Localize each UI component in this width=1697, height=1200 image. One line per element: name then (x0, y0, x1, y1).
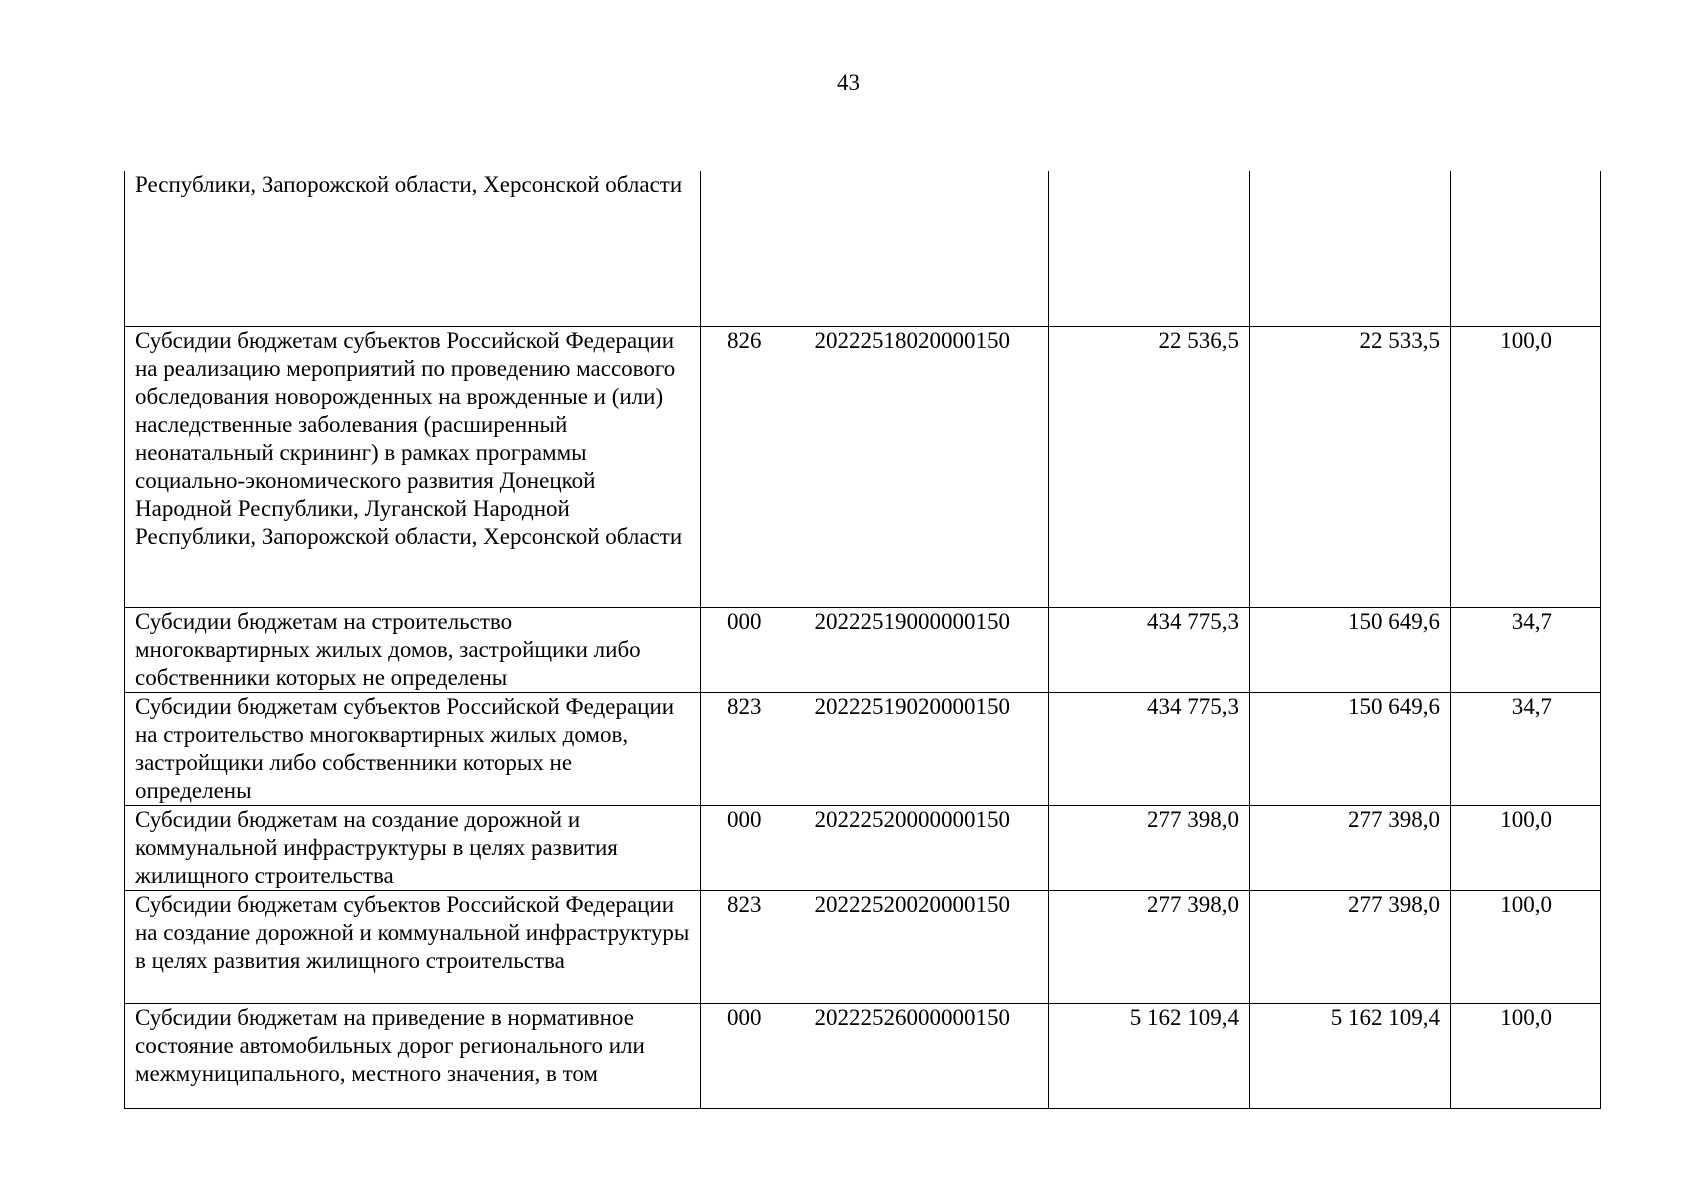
row-code: 20222520000000150 (814, 806, 1010, 832)
row-plan: 277 398,0 (1049, 805, 1250, 890)
row-admin: 000 (727, 1004, 762, 1030)
row-code-cell (701, 326, 1049, 607)
row-plan: 434 775,3 (1049, 692, 1250, 805)
row-admin: 000 (727, 608, 762, 634)
row-plan (1049, 171, 1250, 326)
row-code: 20222518020000150 (814, 327, 1010, 353)
row-fact: 277 398,0 (1250, 805, 1451, 890)
row-fact: 150 649,6 (1250, 692, 1451, 805)
row-admin: 826 (727, 327, 762, 353)
row-plan: 434 775,3 (1049, 607, 1250, 692)
row-fact (1250, 171, 1451, 326)
row-pct (1451, 171, 1601, 326)
row-fact: 277 398,0 (1250, 890, 1451, 1003)
row-admin: 823 (727, 891, 762, 917)
row-plan: 277 398,0 (1049, 890, 1250, 1003)
row-admin: 823 (727, 693, 762, 719)
row-code: 20222520020000150 (814, 891, 1010, 917)
table-row (125, 890, 1601, 1003)
row-plan: 22 536,5 (1049, 326, 1250, 607)
row-code-cell (701, 171, 1049, 326)
row-name: Субсидии бюджетам на создание дорожной и коммунальной инфраструктуры в целях развития жилищного строительства (125, 805, 701, 890)
row-fact: 5 162 109,4 (1250, 1003, 1451, 1108)
row-pct: 34,7 (1451, 607, 1601, 692)
row-pct: 34,7 (1451, 692, 1601, 805)
table-row (125, 171, 1601, 326)
row-code: 20222519000000150 (814, 608, 1010, 634)
row-code-cell (701, 890, 1049, 1003)
row-pct: 100,0 (1451, 805, 1601, 890)
row-plan: 5 162 109,4 (1049, 1003, 1250, 1108)
row-pct: 100,0 (1451, 326, 1601, 607)
table-row (125, 1003, 1601, 1108)
row-name: Республики, Запорожской области, Херсонской области (125, 171, 701, 326)
row-fact: 22 533,5 (1250, 326, 1451, 607)
row-code-cell (701, 1003, 1049, 1108)
row-code-cell (701, 692, 1049, 805)
row-name: Субсидии бюджетам субъектов Российской Федерации на создание дорожной и коммунальной инфраструктуры в целях развития жилищного строительства (125, 890, 701, 1003)
table-row (125, 326, 1601, 607)
row-code: 20222526000000150 (814, 1004, 1010, 1030)
row-admin: 000 (727, 806, 762, 832)
table-row (125, 692, 1601, 805)
row-name: Субсидии бюджетам на приведение в нормативное состояние автомобильных дорог регионального или межмуниципального, местного значения, в том (125, 1003, 701, 1108)
row-name: Субсидии бюджетам на строительство многоквартирных жилых домов, застройщики либо собственники которых не определены (125, 607, 701, 692)
row-code-cell (701, 805, 1049, 890)
table-row (125, 607, 1601, 692)
row-code-cell (701, 607, 1049, 692)
row-pct: 100,0 (1451, 1003, 1601, 1108)
row-name: Субсидии бюджетам субъектов Российской Федерации на реализацию мероприятий по проведению массового обследования новорожденных на врожденные и (или) наследственные заболевания (расширенный неонатальный скрининг) в рамках программы социально-экономического развития Донецкой Народной Республики, Луганской Народной Республики, Запорожской области, Херсонской области (125, 326, 701, 607)
budget-table (124, 171, 1601, 1109)
table-row (125, 805, 1601, 890)
page-number: 43 (837, 70, 860, 95)
row-pct: 100,0 (1451, 890, 1601, 1003)
row-name: Субсидии бюджетам субъектов Российской Федерации на строительство многоквартирных жилых домов, застройщики либо собственники которых не определены (125, 692, 701, 805)
row-code: 20222519020000150 (814, 693, 1010, 719)
row-fact: 150 649,6 (1250, 607, 1451, 692)
